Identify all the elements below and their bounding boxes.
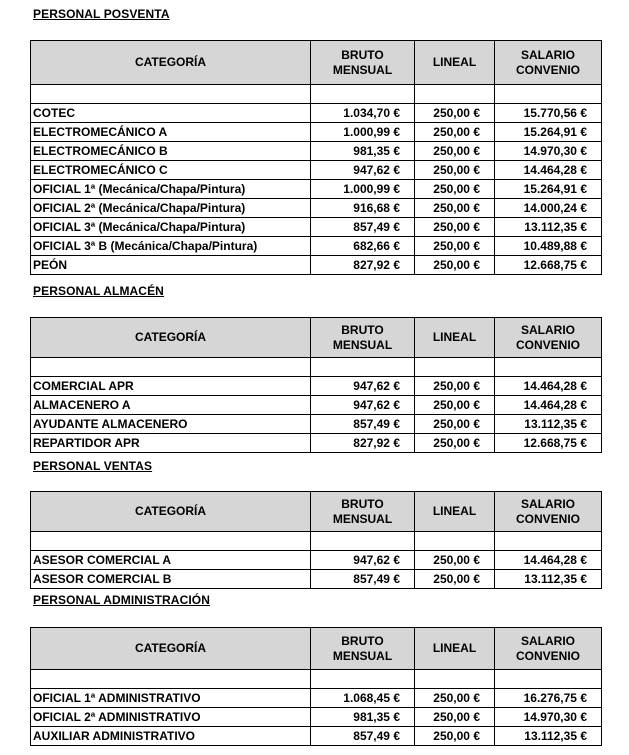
table-row	[31, 551, 602, 570]
header-salario-convenio: SALARIO CONVENIO	[495, 41, 602, 85]
table-row	[31, 104, 602, 123]
categoria-cell: OFICIAL 1ª (Mecánica/Chapa/Pintura)	[31, 180, 311, 199]
categoria-cell: OFICIAL 3ª (Mecánica/Chapa/Pintura)	[31, 218, 311, 237]
salario-cell: 13.112,35 €	[495, 727, 602, 746]
salario-cell: 12.668,75 €	[495, 256, 602, 275]
categoria-cell: ALMACENERO A	[31, 396, 311, 415]
header-salario-convenio: SALARIO CONVENIO	[495, 318, 602, 358]
bruto-cell: 947,62 €	[311, 396, 415, 415]
bruto-cell: 947,62 €	[311, 161, 415, 180]
lineal-cell: 250,00 €	[415, 727, 495, 746]
table-row	[31, 123, 602, 142]
lineal-cell: 250,00 €	[415, 218, 495, 237]
salario-cell: 14.464,28 €	[495, 377, 602, 396]
table-row	[31, 256, 602, 275]
lineal-cell: 250,00 €	[415, 434, 495, 453]
bruto-cell: 981,35 €	[311, 708, 415, 727]
bruto-cell: 857,49 €	[311, 218, 415, 237]
salario-cell: 12.668,75 €	[495, 434, 602, 453]
categoria-cell: OFICIAL 2ª (Mecánica/Chapa/Pintura)	[31, 199, 311, 218]
salario-cell: 13.112,35 €	[495, 570, 602, 589]
table-row	[31, 377, 602, 396]
table-row	[31, 415, 602, 434]
section-title: PERSONAL ADMINISTRACIÓN	[33, 593, 210, 607]
table-row	[31, 434, 602, 453]
table-row	[31, 708, 602, 727]
lineal-cell: 250,00 €	[415, 161, 495, 180]
lineal-cell: 250,00 €	[415, 689, 495, 708]
header-lineal: LINEAL	[415, 492, 495, 532]
salario-cell: 15.264,91 €	[495, 123, 602, 142]
salary-table-ventas	[30, 491, 602, 589]
header-lineal: LINEAL	[415, 628, 495, 670]
salary-table-administracion	[30, 627, 602, 746]
table-row	[31, 218, 602, 237]
table-row	[31, 689, 602, 708]
table-row	[31, 727, 602, 746]
lineal-cell: 250,00 €	[415, 104, 495, 123]
lineal-cell: 250,00 €	[415, 237, 495, 256]
lineal-cell: 250,00 €	[415, 708, 495, 727]
salary-table-posventa	[30, 40, 602, 275]
bruto-cell: 857,49 €	[311, 570, 415, 589]
table-row	[31, 142, 602, 161]
lineal-cell: 250,00 €	[415, 180, 495, 199]
bruto-cell: 827,92 €	[311, 434, 415, 453]
categoria-cell: ASESOR COMERCIAL A	[31, 551, 311, 570]
salario-cell: 14.464,28 €	[495, 161, 602, 180]
lineal-cell: 250,00 €	[415, 570, 495, 589]
header-categoria: CATEGORÍA	[31, 628, 311, 670]
categoria-cell: OFICIAL 3ª B (Mecánica/Chapa/Pintura)	[31, 237, 311, 256]
categoria-cell: ASESOR COMERCIAL B	[31, 570, 311, 589]
table-row	[31, 161, 602, 180]
categoria-cell: ELECTROMECÁNICO A	[31, 123, 311, 142]
header-lineal: LINEAL	[415, 318, 495, 358]
salario-cell: 14.000,24 €	[495, 199, 602, 218]
bruto-cell: 1.068,45 €	[311, 689, 415, 708]
table-row	[31, 570, 602, 589]
salario-cell: 15.264,91 €	[495, 180, 602, 199]
bruto-cell: 1.034,70 €	[311, 104, 415, 123]
bruto-cell: 857,49 €	[311, 415, 415, 434]
categoria-cell: ELECTROMECÁNICO B	[31, 142, 311, 161]
categoria-cell: COTEC	[31, 104, 311, 123]
section-title: PERSONAL VENTAS	[33, 459, 153, 473]
header-salario-convenio: SALARIO CONVENIO	[495, 628, 602, 670]
header-bruto-mensual: BRUTO MENSUAL	[311, 628, 415, 670]
header-bruto-mensual: BRUTO MENSUAL	[311, 492, 415, 532]
lineal-cell: 250,00 €	[415, 199, 495, 218]
salario-cell: 14.970,30 €	[495, 708, 602, 727]
header-bruto-mensual: BRUTO MENSUAL	[311, 318, 415, 358]
categoria-cell: COMERCIAL APR	[31, 377, 311, 396]
bruto-cell: 682,66 €	[311, 237, 415, 256]
lineal-cell: 250,00 €	[415, 551, 495, 570]
categoria-cell: OFICIAL 1ª ADMINISTRATIVO	[31, 689, 311, 708]
header-salario-convenio: SALARIO CONVENIO	[495, 492, 602, 532]
categoria-cell: REPARTIDOR APR	[31, 434, 311, 453]
bruto-cell: 947,62 €	[311, 377, 415, 396]
bruto-cell: 916,68 €	[311, 199, 415, 218]
table-row	[31, 237, 602, 256]
salario-cell: 14.464,28 €	[495, 551, 602, 570]
bruto-cell: 857,49 €	[311, 727, 415, 746]
categoria-cell: ELECTROMECÁNICO C	[31, 161, 311, 180]
salario-cell: 14.970,30 €	[495, 142, 602, 161]
salario-cell: 16.276,75 €	[495, 689, 602, 708]
header-categoria: CATEGORÍA	[31, 492, 311, 532]
salario-cell: 15.770,56 €	[495, 104, 602, 123]
lineal-cell: 250,00 €	[415, 396, 495, 415]
header-categoria: CATEGORÍA	[31, 41, 311, 85]
salary-table-almacen	[30, 317, 602, 453]
salario-cell: 13.112,35 €	[495, 415, 602, 434]
categoria-cell: AYUDANTE ALMACENERO	[31, 415, 311, 434]
bruto-cell: 1.000,99 €	[311, 123, 415, 142]
table-row	[31, 180, 602, 199]
header-bruto-mensual: BRUTO MENSUAL	[311, 41, 415, 85]
salario-cell: 13.112,35 €	[495, 218, 602, 237]
bruto-cell: 981,35 €	[311, 142, 415, 161]
salario-cell: 14.464,28 €	[495, 396, 602, 415]
header-categoria: CATEGORÍA	[31, 318, 311, 358]
lineal-cell: 250,00 €	[415, 415, 495, 434]
categoria-cell: OFICIAL 2ª ADMINISTRATIVO	[31, 708, 311, 727]
lineal-cell: 250,00 €	[415, 256, 495, 275]
bruto-cell: 1.000,99 €	[311, 180, 415, 199]
lineal-cell: 250,00 €	[415, 123, 495, 142]
categoria-cell: AUXILIAR ADMINISTRATIVO	[31, 727, 311, 746]
categoria-cell: PEÓN	[31, 256, 311, 275]
section-title: PERSONAL POSVENTA	[33, 7, 170, 21]
lineal-cell: 250,00 €	[415, 142, 495, 161]
table-row	[31, 396, 602, 415]
bruto-cell: 947,62 €	[311, 551, 415, 570]
header-lineal: LINEAL	[415, 41, 495, 85]
bruto-cell: 827,92 €	[311, 256, 415, 275]
section-title: PERSONAL ALMACÉN	[33, 284, 164, 298]
salario-cell: 10.489,88 €	[495, 237, 602, 256]
lineal-cell: 250,00 €	[415, 377, 495, 396]
table-row	[31, 199, 602, 218]
